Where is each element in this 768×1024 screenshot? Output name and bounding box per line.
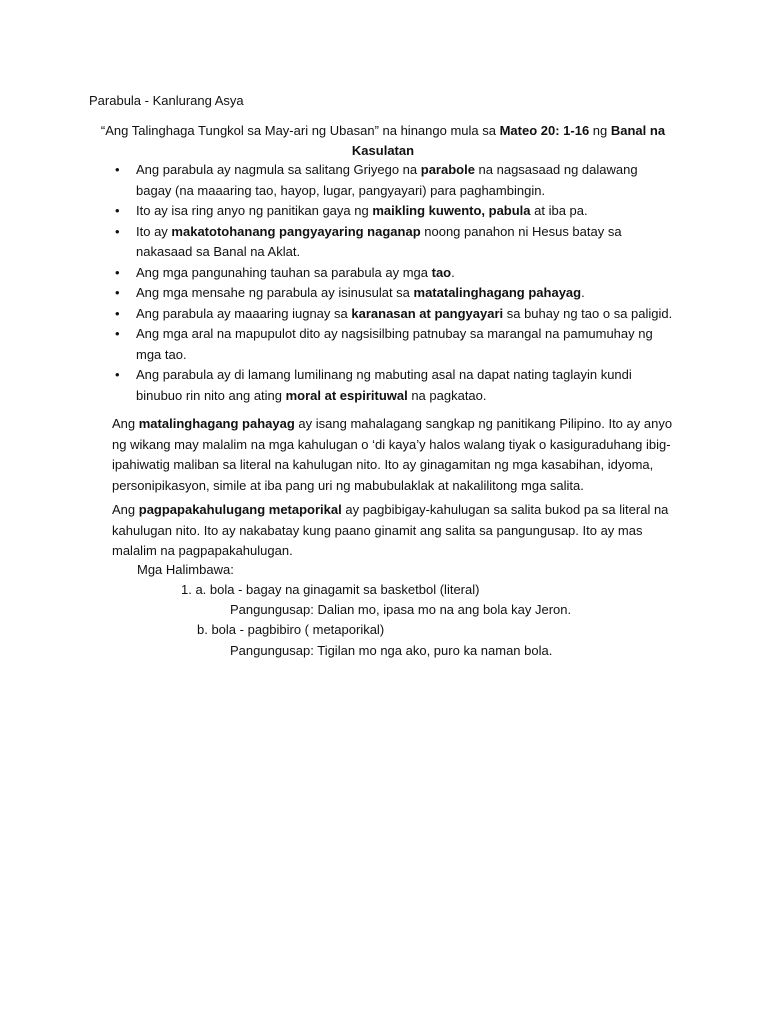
bullet-text: na nagsasaad ng dalawang bagay (na maaaring tao, hayop, lugar, pangyayari) para paghambingin. <box>136 162 638 198</box>
bullet-item <box>113 263 673 284</box>
paragraph-term: matalinghagang pahayag <box>138 416 295 431</box>
paragraph-text: Ang <box>112 502 139 517</box>
bullet-text: Ito ay isa ring anyo ng panitikan gaya ng <box>136 203 373 218</box>
bullet-item <box>113 201 673 222</box>
example-1b-sentence: Pangungusap: Tigilan mo nga ako, puro ka naman bola. <box>230 643 553 658</box>
paragraph-term: pagpapakahulugang metaporikal <box>138 502 342 517</box>
bullet-text: Ang parabula ay nagmula sa salitang Griyego na <box>136 162 421 177</box>
example-1a: 1. a. bola - bagay na ginagamit sa basketbol (literal) <box>181 582 480 597</box>
bullet-text: . <box>581 285 585 300</box>
subtitle-text: “Ang Talinghaga Tungkol sa May-ari ng Ubasan” na hinango mula sa <box>100 123 500 138</box>
bullet-bold: matatalinghagang pahayag <box>413 285 582 300</box>
bullet-text: Ang mga mensahe ng parabula ay isinusulat sa <box>136 285 414 300</box>
bullet-item <box>113 324 673 365</box>
bullet-text: Ang parabula ay di lamang lumilinang ng mabuting asal na dapat nating taglayin kundi binubuo rin nito ang ating <box>136 367 632 403</box>
bullet-text: sa buhay ng tao o sa paligid. <box>503 305 673 321</box>
bullet-list <box>113 160 673 406</box>
bullet-bold: parabole <box>420 162 475 177</box>
paragraph-matalinghaga <box>112 414 677 496</box>
bullet-item <box>113 365 673 406</box>
example-1a-sentence: Pangungusap: Dalian mo, ipasa mo na ang bola kay Jeron. <box>230 602 572 617</box>
bullet-item <box>113 222 673 263</box>
bullet-bold: moral at espirituwal <box>285 387 408 403</box>
document-subtitle <box>100 121 666 161</box>
bullet-item <box>113 160 673 201</box>
subtitle-book: Banal na Kasulatan <box>351 123 666 158</box>
bullet-bold: karanasan at pangyayari <box>351 305 504 321</box>
paragraph-metaporikal <box>112 500 677 562</box>
bullet-text: . <box>451 264 455 280</box>
example-1b: b. bola - pagbibiro ( metaporikal) <box>197 622 385 637</box>
bullet-item <box>113 283 673 304</box>
bullet-item <box>113 304 673 325</box>
document-title: Parabula - Kanlurang Asya <box>89 93 244 108</box>
paragraph-text: ay pagbibigay-kahulugan sa salita bukod pa sa literal na kahulugan nito. Ito ay nakabatay kung paano ginamit ang salita sa pangungusap. Ito ay mas malalim na pagpapakahulugan. <box>112 502 669 558</box>
bullet-text: Ang mga pangunahing tauhan sa parabula ay mga <box>136 264 432 280</box>
bullet-bold: makatotohanang pangyayaring naganap <box>171 223 421 239</box>
bullet-bold: tao <box>431 264 452 280</box>
examples-heading: Mga Halimbawa: <box>137 562 234 577</box>
paragraph-text: ay isang mahalagang sangkap ng panitikang Pilipino. Ito ay anyo ng wikang may malalim na mga kahulugan o ‘di kaya’y halos walang tiyak o kasiguraduhang ibig-ipahiwatig maliban sa literal na kahulugan nito. Ito ay ginagamitan ng mga kasabihan, idyoma, personipikasyon, simile at iba pang uri ng mabubulaklak at nakalilitong mga salita. <box>112 416 673 493</box>
bullet-text: Ang mga aral na mapupulot dito ay nagsisilbing patnubay sa marangal na pamumuhay ng mga tao. <box>136 326 653 362</box>
bullet-text: noong panahon ni Hesus batay sa nakasaad sa Banal na Aklat. <box>136 223 622 259</box>
bullet-text: na pagkatao. <box>407 387 487 403</box>
bullet-text: Ang parabula ay maaaring iugnay sa <box>136 305 352 321</box>
subtitle-connector: ng <box>589 123 611 138</box>
bullet-text: Ito ay <box>136 223 172 239</box>
bullet-text: at iba pa. <box>530 203 588 218</box>
subtitle-reference: Mateo 20: 1-16 <box>499 123 590 138</box>
paragraph-text: Ang <box>112 416 139 431</box>
bullet-bold: maikling kuwento, pabula <box>372 203 531 218</box>
